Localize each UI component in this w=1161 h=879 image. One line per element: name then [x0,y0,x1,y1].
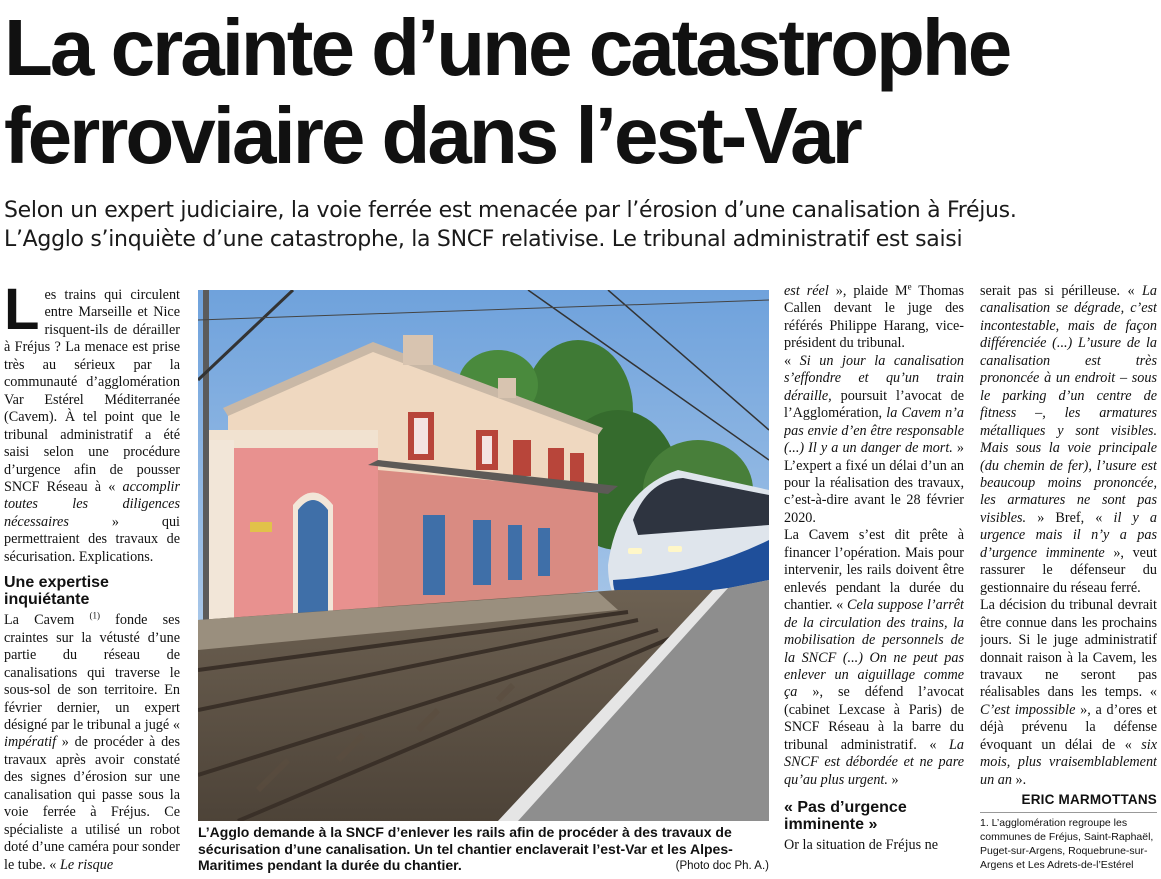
article-column-3 [980,283,1157,879]
subhead-urgence: « Pas d’urgence imminente » [784,799,907,834]
text-run: », plaide M [828,283,908,299]
quote-run: C’est impossible [980,701,1076,718]
paragraph-6: Or la situation de Fréjus ne [784,837,939,854]
paragraph-8 [980,597,1157,789]
paragraph-3 [784,283,964,353]
station-photo-illustration [198,290,769,821]
photo-caption [198,824,769,875]
text-run: », a d’ores et déjà prévenu la défense évoquant un délai de « [980,701,1157,753]
headline-line-2: ferroviaire dans l’est-Var [4,91,860,180]
quote-run: la Cavem n’a pas envie d’en être responsable (...) Il y a un danger de mort. [784,405,964,457]
chimney [403,335,433,365]
footnote: 1. L’agglomération regroupe les communes de Fréjus, Saint-Raphaël, Puget-sur-Argens, Roquebrune-sur-Argens et Les Adrets-de-l’Estérel [980,812,1157,872]
text-run: » [887,771,899,788]
paragraph-5 [784,527,964,789]
text-run: », se défend l’avocat (cabinet Lexcase à Paris) de SNCF Réseau à la barre du tribunal administratif. « [784,684,964,753]
quote-run: Le risque [59,856,114,873]
chimney [498,378,516,398]
caption-text: L’Agglo demande à la SNCF d’enlever les rails afin de procéder à des travaux de sécurisation d’une canalisation. Un tel chantier enclaverait l’est-Var et les Alpes-Maritimes pendant la durée du chantier. [198,824,733,873]
paragraph-4 [784,353,964,528]
text-run: « [784,352,800,369]
text-run: » de procéder à des travaux après avoir constaté des signes d’érosion sur une canalisation qui passe sous la voie ferrée à Fréjus. Ce spécialiste a utilisé un robot doté d’une caméra pour sonder le tube. « [4,734,180,873]
quote-run: Cela suppose l’arrêt de la circulation des trains, la mobilisation de personnels de la SNCF (...) On ne peut pas enlever un aiguillage comme ça [784,597,964,701]
text-run: serait pas si périlleuse. « [980,283,1143,299]
paragraph-7 [980,283,1157,597]
subhead-expertise: Une expertise inquiétante [4,574,109,609]
station-photo [198,290,769,821]
deck [4,196,1159,254]
text-run: Thomas Callen devant le juge des référés Philippe Harang, vice-président du tribunal. [784,283,964,352]
headline [4,4,1159,180]
quote-run: il y a urgence mais il n’y a pas d’urgence imminente [980,509,1157,561]
article-column-1 [4,287,180,879]
blue-door [298,500,328,620]
text-run: » Bref, « [1026,509,1114,526]
quote-run: accomplir toutes les diligences nécessaires [4,478,180,530]
quote-run: La canalisation se dégrade, c’est incontestable, mais de façon différenciée (...) L’usure de la canalisation est très prononcée à un endroit – sous le parking d’un centre de fitness –, les armatures métalliques y sont visibles. Mais sous la voie principale (du chemin de fer), l’usure est beaucoup moins prononcée, les armatures ne sont pas visibles. [980,283,1157,526]
text-run: », veut rassurer le défenseur du gestionnaire du réseau ferré. [980,544,1157,596]
text-run: es trains qui circulent entre Marseille et Nice risquent-ils de dérailler à Fréjus ? La menace est prise très au sérieux par la communauté d’agglomération Var Estérel Méditerranée (Cavem). À tel point que le tribunal administratif a été saisi selon une procédure d’urgence afin de pousser SNCF Réseau à « [4,287,180,495]
text-run: La Cavem s’est dit prête à financer l’opération. Mais pour intervenir, les rails doivent être enlevés pendant la durée du chantier. « [784,527,964,614]
author-signature: ERIC MARMOTTANS [1021,792,1157,808]
text-run: fonde ses craintes sur la vétusté d’une partie du réseau de canalisations qui traverse le sous-sol de son territoire. En février dernier, un expert désigné par le tribunal a jugé « [4,612,180,733]
photo-credit: (Photo doc Ph. A.) [675,860,769,872]
text-run: » L’expert a fixé un délai d’un an pour la réalisation des travaux, c’est-à-dire avant le 28 février 2020. [784,440,964,526]
quote-run: Si un jour la canalisation s’effondre et qu’un train déraille, [784,352,964,404]
intro-paragraph [4,287,180,566]
quote-run: est réel [784,283,829,299]
quote-run: impératif [4,734,57,751]
text-run: La décision du tribunal devrait être connue dans les prochains jours. Si le juge administratif donnait raison à la Cavem, les travaux ne seront pas réalisables dans les temps. « [980,597,1157,701]
footnote-marker: (1) [89,610,100,621]
article-column-2 [784,283,964,879]
paragraph-2 [4,612,180,874]
superscript: e [907,283,912,292]
headline-line-1: La crainte d’une catastrophe [4,3,1010,92]
deck-line-2: L’Agglo s’inquiète d’une catastrophe, la SNCF relativise. Le tribunal administratif est saisi [4,227,963,252]
text-run: poursuit l’avocat de l’Agglomération, [784,387,964,422]
text-run: » qui permettraient des travaux de sécurisation. Explications. [4,513,180,565]
quote-run: six mois, plus vraisemblablement un an [980,736,1157,788]
quote-run: La SNCF est débordée et ne pare qu’au plus urgent. [784,736,964,788]
text-run: La Cavem [4,612,90,629]
dropcap: L [4,287,40,342]
text-run: ». [1011,771,1027,788]
deck-line-1: Selon un expert judiciaire, la voie ferrée est menacée par l’érosion d’une canalisation à Fréjus. [4,198,1017,223]
